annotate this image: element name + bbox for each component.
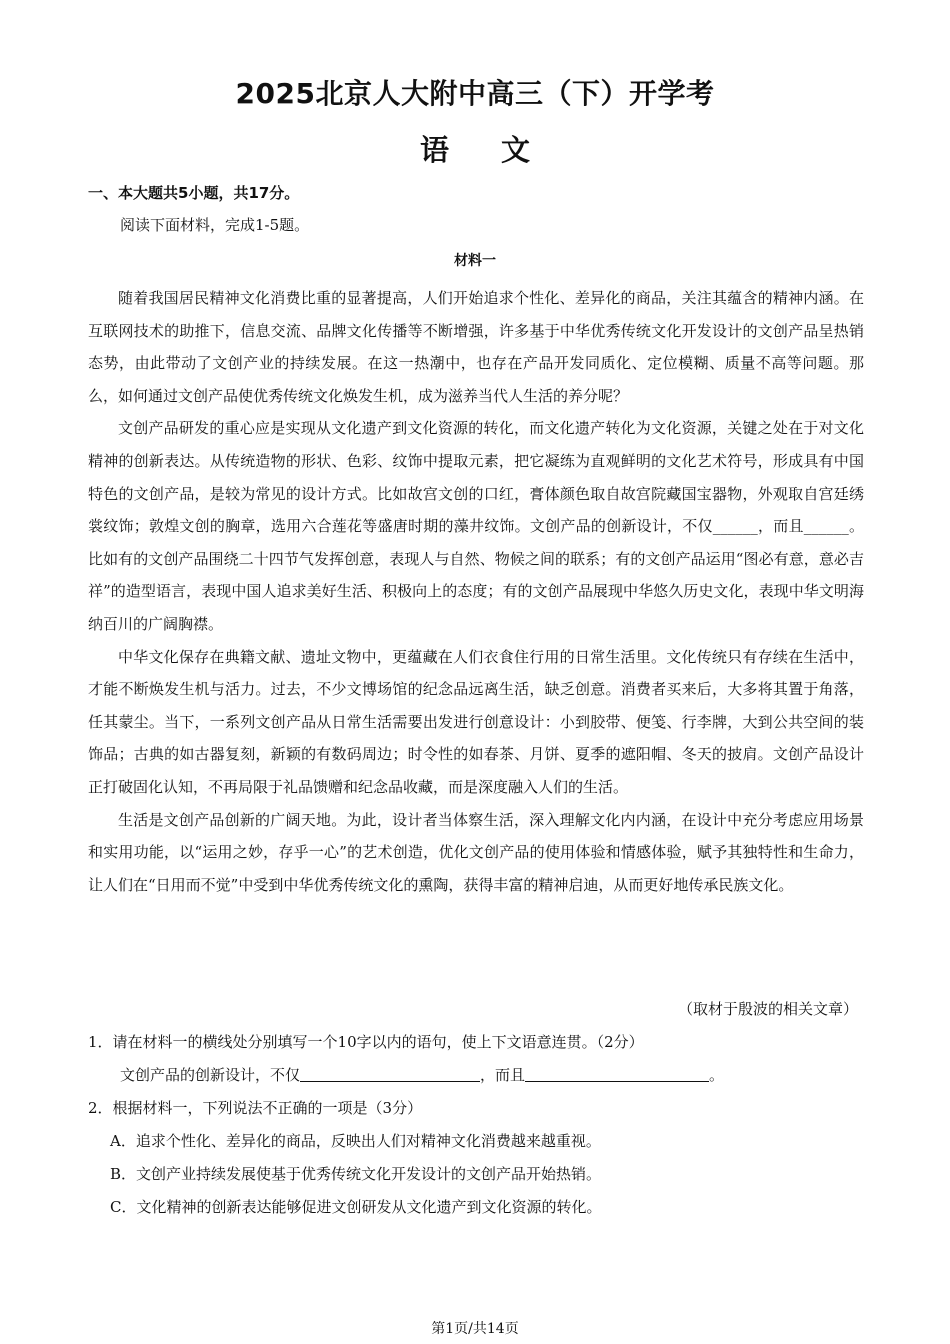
fill-text-b: ，而且 [480,1066,526,1084]
material-body [88,282,864,901]
paragraph-2-part-c: 。比如有的文创产品围绕二十四节气发挥创意，表现人与自然、物候之间的联系；有的文创产品运用“图必有意，意必吉祥”的造型语言，表现中国人追求美好生活、积极向上的态度；有的文创产品展现中华悠久历史文化，表现中华文明海纳百川的广阔胸襟。 [88,517,864,633]
material-title: 材料一 [454,253,496,269]
paragraph-2-part-a: 文创产品研发的重心应是实现从文化遗产到文化资源的转化，而文化遗产转化为文化资源，关键之处在于对文化精神的创新表达。从传统造物的形状、色彩、纹饰中提取元素，把它凝练为直观鲜明的文化艺术符号，形成具有中国特色的文创产品，是较为常见的设计方式。比如故宫文创的口红，膏体颜色取自故宫院藏国宝器物，外观取自宫廷绣裳纹饰；敦煌文创的胸章，选用六合莲花等盛唐时期的藻井纹饰。文创产品的创新设计，不仅 [88,419,864,536]
question-1-fill-line [120,1064,724,1085]
option-a: A．追求个性化、差异化的商品，反映出人们对精神文化消费越来越重视。 [110,1132,601,1150]
question-1: 1．请在材料一的横线处分别填写一个10字以内的语句，使上下文语意连贯。（2分） [88,1033,644,1051]
material-paragraph-3: 中华文化保存在典籍文献、遗址文物中，更蕴藏在人们衣食住行用的日常生活里。文化传统只有存续在生活中，才能不断焕发生机与活力。过去，不少文博场馆的纪念品远离生活，缺乏创意。消费者买来后，大多将其置于角落，任其蒙尘。当下，一系列文创产品从日常生活需要出发进行创意设计：小到胶带、便笺、行李牌，大到公共空间的装饰品；古典的如古器复刻，新颖的有数码周边；时令性的如春茶、月饼、夏季的遮阳帽、冬天的披肩。文创产品设计正打破固化认知，不再局限于礼品馈赠和纪念品收藏，而是深度融入人们的生活。 [88,647,864,796]
page-number: 第1页/共14页 [431,1321,519,1337]
page-title: 2025北京人大附中高三（下）开学考 [235,77,715,110]
material-paragraph-2 [88,412,864,640]
section-heading: 一、本大题共5小题，共17分。 [88,184,300,202]
blank-2: ______ [803,517,849,536]
material-paragraph-1: 随着我国居民精神文化消费比重的显著提高，人们开始追求个性化、差异化的商品，关注其蕴含的精神内涵。在互联网技术的助推下，信息交流、品牌文化传播等不断增强，许多基于中华优秀传统文化开发设计的文创产品呈热销态势，由此带动了文创产业的持续发展。在这一热潮中，也存在产品开发同质化、定位模糊、质量不高等问题。那么，如何通过文创产品使优秀传统文化焕发生机，成为滋养当代人生活的养分呢？ [88,289,864,405]
answer-blank-2[interactable] [525,1065,709,1082]
blank-1: ______ [712,517,758,536]
subject-title: 语文 [419,133,582,167]
material-source: （取材于殷波的相关文章） [677,1000,858,1018]
question-2: 2．根据材料一，下列说法不正确的一项是（3分） [88,1099,423,1117]
option-c: C．文化精神的创新表达能够促进文创研发从文化遗产到文化资源的转化。 [110,1198,602,1216]
paragraph-2-part-b: ，而且 [757,517,804,536]
fill-text-c: 。 [709,1066,725,1084]
fill-text-a: 文创产品的创新设计，不仅 [120,1066,301,1084]
material-paragraph-4: 生活是文创产品创新的广阔天地。为此，设计者当体察生活，深入理解文化内内涵，在设计中充分考虑应用场景和实用功能，以“运用之妙，存乎一心”的艺术创造，优化文创产品的使用体验和情感体验，赋予其独特性和生命力，让人们在“日用而不觉”中受到中华优秀传统文化的熏陶，获得丰富的精神启迪，从而更好地传承民族文化。 [88,810,864,894]
answer-blank-1[interactable] [300,1065,480,1082]
option-b: B．文创产业持续发展使基于优秀传统文化开发设计的文创产品开始热销。 [110,1165,602,1183]
reading-instruction: 阅读下面材料，完成1-5题。 [120,216,310,234]
